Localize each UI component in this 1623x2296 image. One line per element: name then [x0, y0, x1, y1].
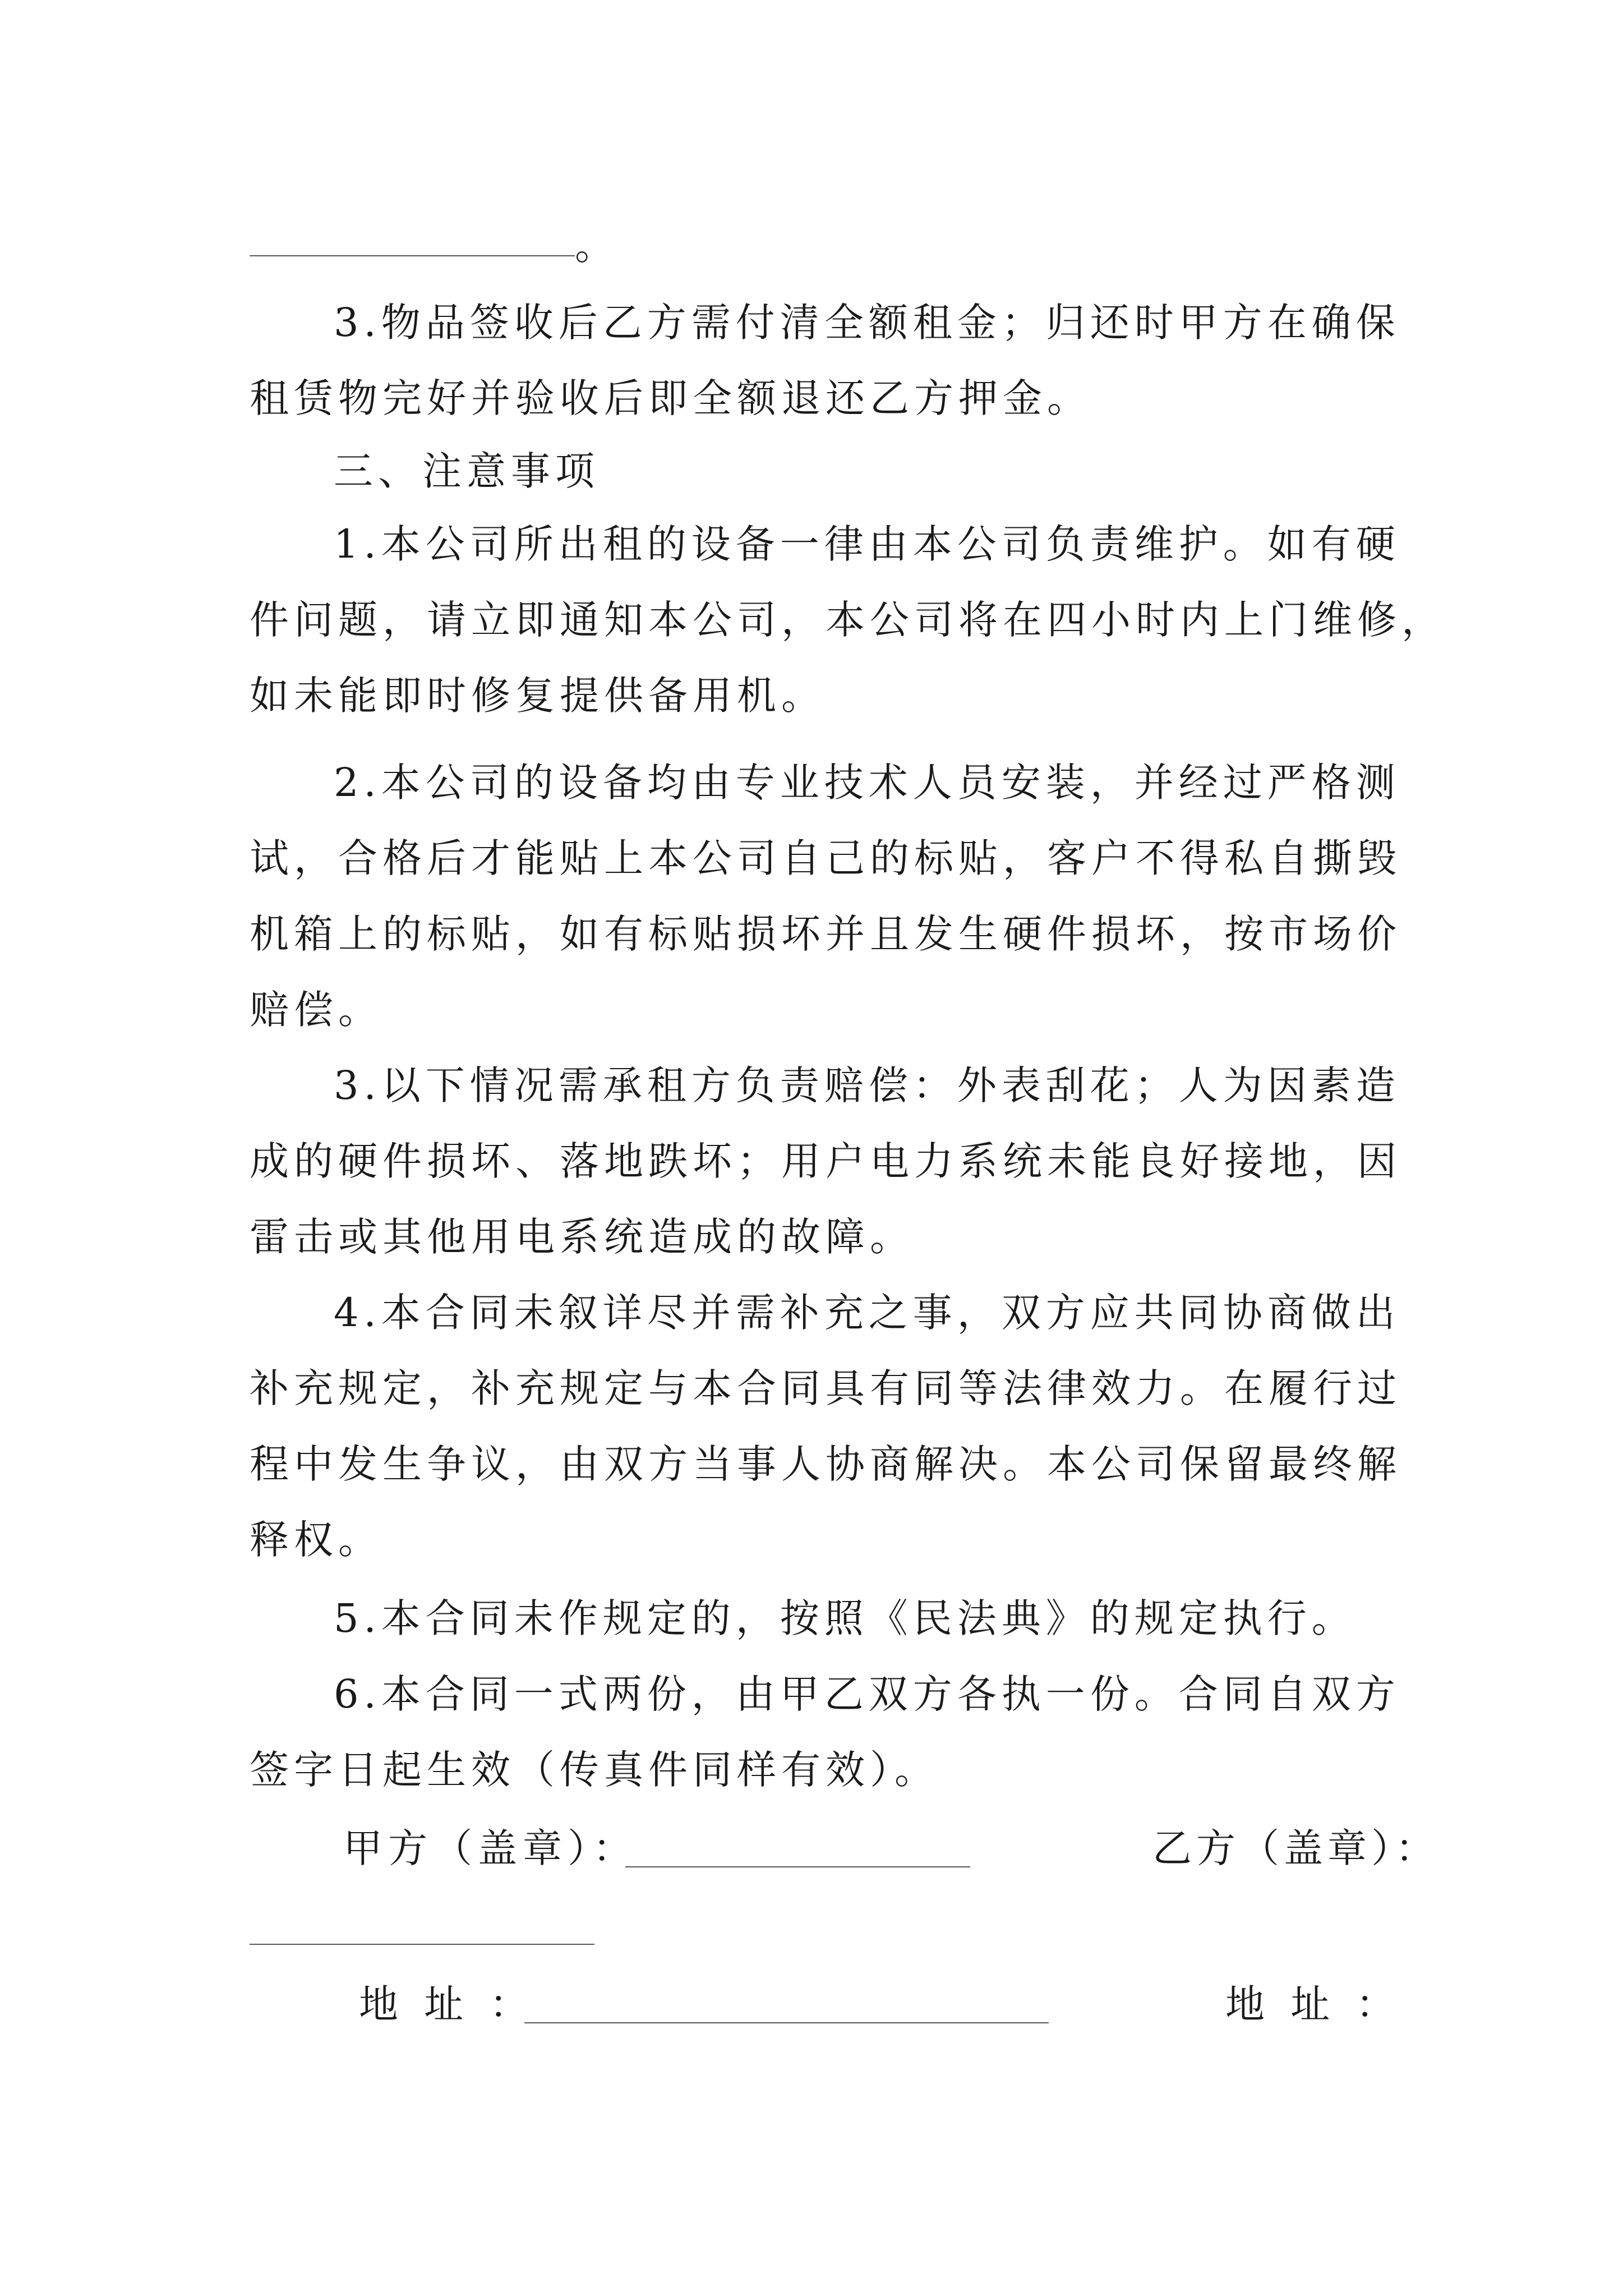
line-13: 雷击或其他用电系统造成的故障。 — [250, 1214, 914, 1260]
party-b-signature-field[interactable] — [250, 1944, 594, 1945]
line-1: 3.物品签收后乙方需付清全额租金；归还时甲方在确保 — [334, 300, 1400, 346]
line-5: 件问题，请立即通知本公司，本公司将在四小时内上门维修， — [250, 597, 1446, 643]
section-heading: 三、注意事项 — [334, 448, 600, 494]
line-11: 3.以下情况需承租方负责赔偿：外表刮花；人为因素造 — [334, 1062, 1400, 1108]
party-b-label: 乙方（盖章）： — [1152, 1825, 1439, 1871]
line-4: 1.本公司所出租的设备一律由本公司负责维护。如有硬 — [334, 521, 1400, 567]
line-16: 程中发生争议，由双方当事人协商解决。本公司保留最终解 — [250, 1441, 1401, 1487]
line-9: 机箱上的标贴，如有标贴损坏并且发生硬件损坏，按市场价 — [250, 911, 1401, 957]
line-6: 如未能即时修复提供备用机。 — [250, 673, 826, 719]
line-19: 6.本合同一式两份，由甲乙双方各执一份。合同自双方 — [334, 1671, 1400, 1717]
line-12: 成的硬件损坏、落地跌坏；用户电力系统未能良好接地，因 — [250, 1138, 1401, 1184]
line-17: 释权。 — [250, 1517, 382, 1563]
party-a-signature-field[interactable] — [625, 1866, 970, 1867]
address-b-label: 地 址 ： — [1225, 1981, 1402, 2027]
line-18: 5.本合同未作规定的，按照《民法典》的规定执行。 — [334, 1595, 1356, 1641]
blank-line-top — [250, 255, 575, 256]
line-20: 签字日起生效（传真件同样有效）。 — [250, 1747, 939, 1793]
address-a-label: 地 址 ： — [359, 1981, 536, 2027]
line-2: 租赁物完好并验收后即全额退还乙方押金。 — [250, 375, 1091, 421]
address-a-field[interactable] — [524, 2022, 1049, 2023]
party-a-label: 甲方（盖章）： — [343, 1825, 638, 1871]
line-7: 2.本公司的设备均由专业技术人员安装，并经过严格测 — [334, 760, 1400, 806]
line-10: 赔偿。 — [250, 987, 382, 1033]
top-period: 。 — [575, 223, 614, 269]
line-14: 4.本合同未叙详尽并需补充之事，双方应共同协商做出 — [334, 1290, 1400, 1336]
line-15: 补充规定，补充规定与本合同具有同等法律效力。在履行过 — [250, 1365, 1401, 1411]
line-8: 试，合格后才能贴上本公司自己的标贴，客户不得私自撕毁 — [250, 835, 1401, 881]
